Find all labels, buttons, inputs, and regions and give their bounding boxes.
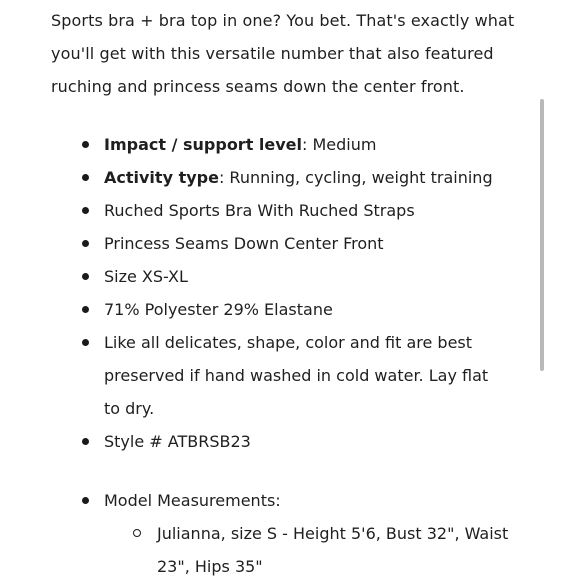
bullet-icon	[82, 306, 89, 313]
bullet-icon	[82, 174, 89, 181]
list-item	[0, 194, 504, 227]
detail-value: Princess Seams Down Center Front	[104, 234, 384, 253]
detail-value: : Running, cycling, weight training	[218, 168, 493, 187]
bullet-icon	[82, 141, 89, 148]
intro-paragraph: Sports bra + bra top in one? You bet. That's exactly what you'll get with this versatile number that also featured ruching and princess seams down the center front.	[51, 11, 515, 96]
list-item	[0, 161, 504, 194]
list-item	[0, 326, 504, 425]
scrollbar[interactable]	[540, 99, 544, 371]
model-measurement-text: Julianna, size S - Height 5'6, Bust 32", Waist 23", Hips 35"	[157, 524, 509, 576]
detail-value: Ruched Sports Bra With Ruched Straps	[104, 201, 415, 220]
detail-value: Size XS-XL	[104, 267, 188, 286]
model-measurement-item	[0, 517, 517, 580]
bullet-icon	[82, 207, 89, 214]
list-spacer	[0, 458, 540, 484]
bullet-icon	[82, 273, 89, 280]
list-item	[0, 484, 504, 517]
model-heading: Model Measurements:	[104, 491, 281, 510]
bullet-icon	[82, 339, 89, 346]
circle-bullet-icon	[133, 529, 141, 537]
bullet-icon	[82, 497, 89, 504]
details-list	[0, 128, 540, 580]
list-item	[0, 425, 504, 458]
list-item	[0, 293, 504, 326]
detail-value: 71% Polyester 29% Elastane	[104, 300, 333, 319]
detail-value: Like all delicates, shape, color and fit are best preserved if hand washed in cold water. Lay flat to dry.	[104, 333, 489, 418]
list-item	[0, 227, 504, 260]
detail-value: : Medium	[302, 135, 377, 154]
detail-label: Impact / support level	[104, 135, 303, 154]
detail-value: Style # ATBRSB23	[104, 432, 251, 451]
list-item	[0, 260, 504, 293]
bullet-icon	[82, 438, 89, 445]
detail-label: Activity type	[104, 168, 219, 187]
list-item	[0, 128, 504, 161]
bullet-icon	[82, 240, 89, 247]
